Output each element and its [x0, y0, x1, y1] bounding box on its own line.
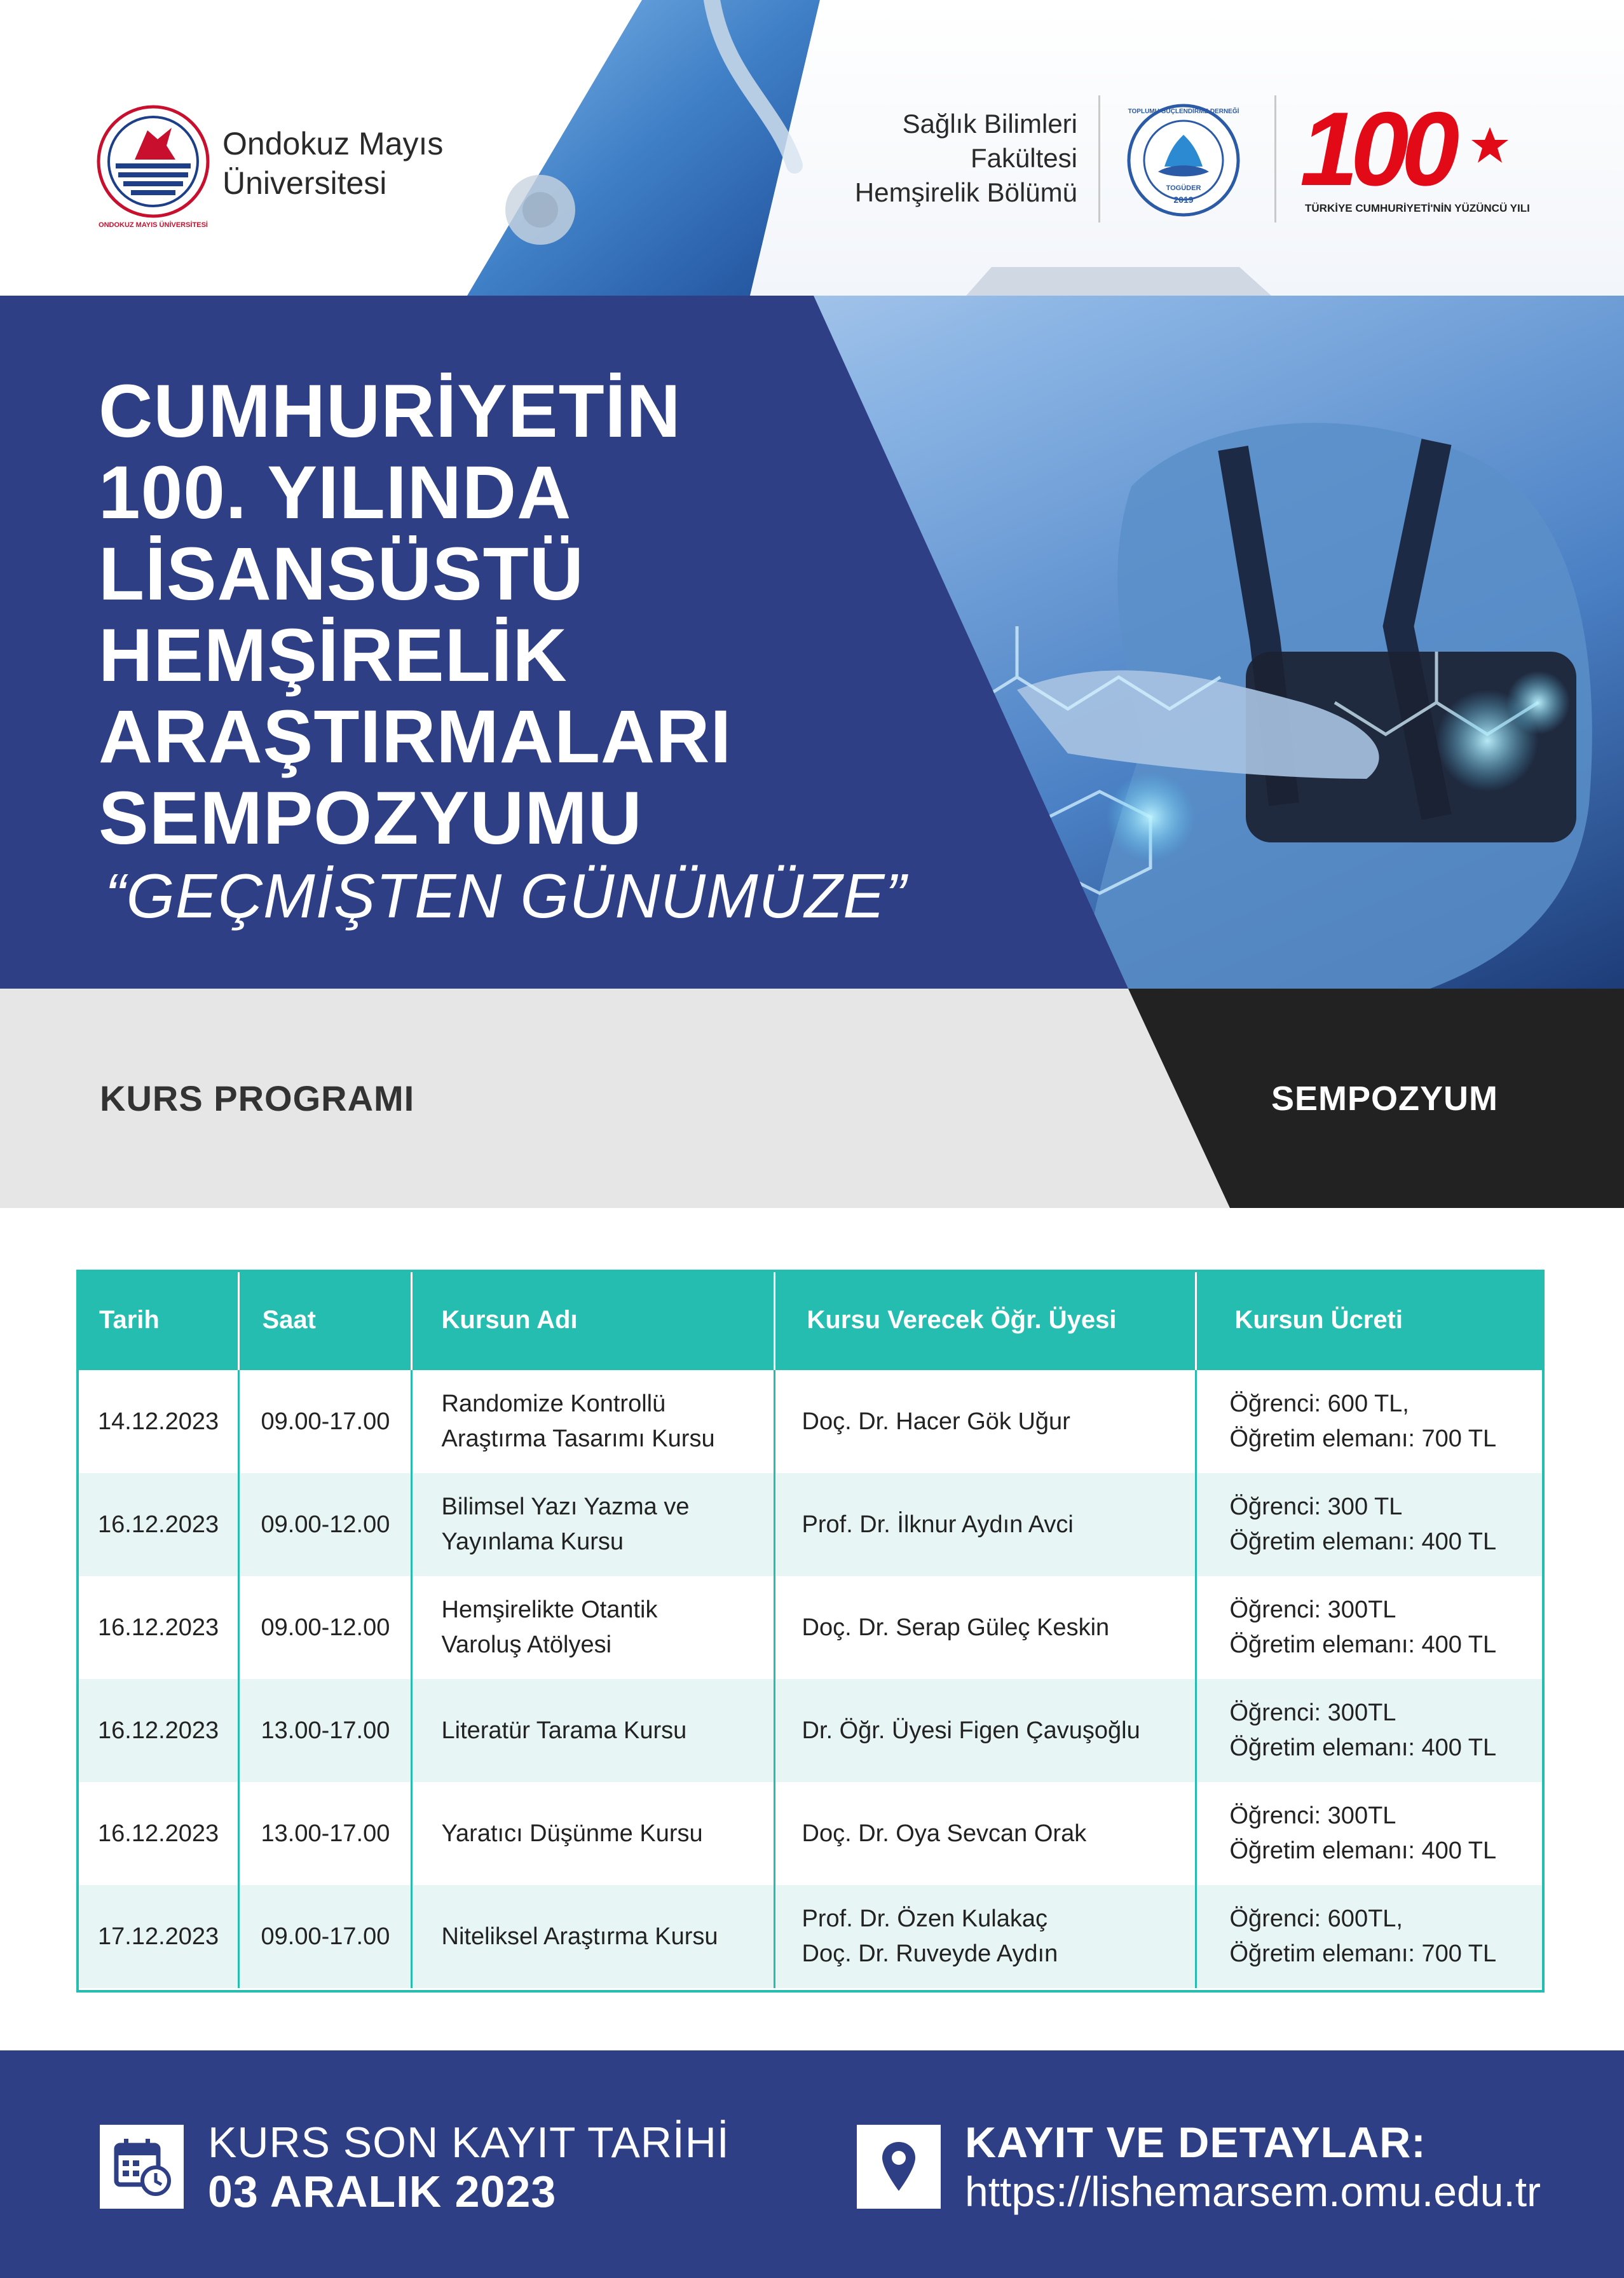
- course-line1: Literatür Tarama Kursu: [441, 1717, 687, 1744]
- symposium-label: SEMPOZYUM: [1271, 1080, 1499, 1118]
- cell-instructor: [774, 1782, 1196, 1885]
- footer: [0, 2050, 1624, 2278]
- course-line2: Araştırma Tasarımı Kursu: [441, 1425, 715, 1452]
- cell-instructor: [774, 1473, 1196, 1576]
- location-icon-box: [857, 2125, 941, 2209]
- calendar-icon: [114, 2137, 171, 2196]
- fee-line2: Öğretim elemanı: 400 TL: [1229, 1837, 1497, 1864]
- title-line-3: LİSANSÜSTÜ: [99, 532, 584, 616]
- symposium-title: [99, 371, 732, 859]
- header-date: Tarih: [76, 1270, 238, 1370]
- cell-time: 09.00-12.00: [238, 1473, 411, 1576]
- fee-line1: Öğrenci: 300 TL: [1229, 1493, 1403, 1520]
- instructor-line2: Doç. Dr. Ruveyde Aydın: [802, 1940, 1058, 1967]
- header-course-name: Kursun Adı: [411, 1270, 774, 1370]
- course-line2: Yayınlama Kursu: [441, 1528, 624, 1555]
- hero-section: [0, 296, 1624, 989]
- calendar-icon-box: [100, 2125, 184, 2209]
- registration-label: KAYIT VE DETAYLAR:: [965, 2118, 1426, 2167]
- university-name-line1: Ondokuz Mayıs: [222, 126, 444, 161]
- header-fee: Kursun Ücreti: [1196, 1270, 1545, 1370]
- faculty-line3: Hemşirelik Bölümü: [854, 177, 1077, 207]
- course-program-label: KURS PROGRAMI: [100, 1078, 415, 1118]
- cell-time: 09.00-17.00: [238, 1885, 411, 1988]
- association-seal-top-text: TOPLUMU GÜÇLENDİRME DERNEĞİ: [1128, 108, 1239, 115]
- instructor-line1: Dr. Öğr. Üyesi Figen Çavuşoğlu: [802, 1717, 1140, 1744]
- cell-fee: [1196, 1370, 1545, 1473]
- table-row: [76, 1473, 1545, 1576]
- cell-date: 17.12.2023: [76, 1885, 238, 1988]
- cell-date: 16.12.2023: [76, 1473, 238, 1576]
- fee-line2: Öğretim elemanı: 400 TL: [1229, 1734, 1497, 1761]
- course-line1: Randomize Kontrollü: [441, 1390, 666, 1417]
- header-divider: [1098, 95, 1100, 223]
- instructor-line1: Doç. Dr. Hacer Gök Uğur: [802, 1408, 1070, 1435]
- header-instructor: Kursu Verecek Öğr. Üyesi: [774, 1270, 1196, 1370]
- cell-fee: [1196, 1885, 1545, 1988]
- cell-time: 13.00-17.00: [238, 1782, 411, 1885]
- table-header-row: [76, 1270, 1545, 1370]
- table-row: [76, 1576, 1545, 1679]
- cell-instructor: [774, 1885, 1196, 1988]
- cell-time: 09.00-17.00: [238, 1370, 411, 1473]
- cell-fee: [1196, 1782, 1545, 1885]
- program-band: [0, 989, 1624, 1208]
- course-line1: Bilimsel Yazı Yazma ve: [441, 1493, 690, 1520]
- table-row: [76, 1370, 1545, 1473]
- cell-fee: [1196, 1473, 1545, 1576]
- university-name-line2: Üniversitesi: [222, 165, 387, 201]
- cell-course: [411, 1473, 774, 1576]
- title-line-1: CUMHURİYETİN: [99, 369, 681, 453]
- fee-line2: Öğretim elemanı: 400 TL: [1229, 1528, 1497, 1555]
- table-row: [76, 1885, 1545, 1988]
- symposium-subtitle: “GEÇMİŞTEN GÜNÜMÜZE”: [105, 861, 907, 931]
- fee-line2: Öğretim elemanı: 700 TL: [1229, 1940, 1497, 1967]
- cell-fee: [1196, 1576, 1545, 1679]
- cell-instructor: [774, 1576, 1196, 1679]
- cell-course: [411, 1885, 774, 1988]
- title-line-6: SEMPOZYUMU: [99, 776, 643, 860]
- header-divider-2: [1274, 95, 1276, 223]
- header: [0, 0, 1624, 296]
- cell-fee: [1196, 1679, 1545, 1782]
- association-seal-year: 2019: [1173, 195, 1194, 205]
- fee-line2: Öğretim elemanı: 700 TL: [1229, 1425, 1497, 1452]
- star-icon: [1470, 126, 1510, 165]
- instructor-line1: Prof. Dr. Özen Kulakaç: [802, 1905, 1047, 1932]
- cell-course: [411, 1370, 774, 1473]
- university-seal-icon: [97, 105, 210, 218]
- faculty-line1: Sağlık Bilimleri: [902, 109, 1077, 139]
- table-row: [76, 1782, 1545, 1885]
- cell-date: 14.12.2023: [76, 1370, 238, 1473]
- cell-date: 16.12.2023: [76, 1576, 238, 1679]
- cell-course: [411, 1679, 774, 1782]
- course-line1: Niteliksel Araştırma Kursu: [441, 1923, 718, 1950]
- location-pin-icon: [880, 2140, 918, 2193]
- faculty-name: [763, 107, 1077, 210]
- cell-course: [411, 1782, 774, 1885]
- registration-url-link[interactable]: https://lishemarsem.omu.edu.tr: [965, 2168, 1541, 2215]
- cell-date: 16.12.2023: [76, 1679, 238, 1782]
- deadline-date: 03 ARALIK 2023: [208, 2167, 557, 2216]
- centennial-number: 100: [1300, 90, 1452, 207]
- title-line-4: HEMŞİRELİK: [99, 614, 568, 697]
- faculty-line2: Fakültesi: [970, 143, 1077, 173]
- course-line2: Varoluş Atölyesi: [441, 1631, 612, 1658]
- table-row: [76, 1679, 1545, 1782]
- instructor-line1: Prof. Dr. İlknur Aydın Avci: [802, 1511, 1074, 1538]
- instructor-line1: Doç. Dr. Serap Güleç Keskin: [802, 1614, 1110, 1641]
- fee-line1: Öğrenci: 300TL: [1229, 1596, 1396, 1623]
- fee-line2: Öğretim elemanı: 400 TL: [1229, 1631, 1497, 1658]
- fee-line1: Öğrenci: 300TL: [1229, 1802, 1396, 1829]
- association-seal-abbr: TOGÜDER: [1166, 184, 1201, 192]
- header-time: Saat: [238, 1270, 411, 1370]
- cell-instructor: [774, 1679, 1196, 1782]
- instructor-line1: Doç. Dr. Oya Sevcan Orak: [802, 1820, 1087, 1847]
- cell-instructor: [774, 1370, 1196, 1473]
- fee-line1: Öğrenci: 300TL: [1229, 1699, 1396, 1726]
- deadline-label: KURS SON KAYIT TARİHİ: [208, 2118, 730, 2167]
- course-line1: Hemşirelikte Otantik: [441, 1596, 658, 1623]
- centennial-logo: [1300, 90, 1541, 223]
- cell-date: 16.12.2023: [76, 1782, 238, 1885]
- title-line-5: ARAŞTIRMALARI: [99, 695, 732, 779]
- course-line1: Yaratıcı Düşünme Kursu: [441, 1820, 703, 1847]
- university-seal-caption: ONDOKUZ MAYIS ÜNİVERSİTESİ: [99, 221, 208, 229]
- centennial-caption: TÜRKİYE CUMHURİYETİ'NİN YÜZÜNCÜ YILI: [1305, 202, 1530, 214]
- cell-time: 09.00-12.00: [238, 1576, 411, 1679]
- fee-line1: Öğrenci: 600TL,: [1229, 1905, 1403, 1932]
- cell-course: [411, 1576, 774, 1679]
- title-line-2: 100. YILINDA: [99, 451, 572, 535]
- university-name: [222, 124, 443, 203]
- course-schedule-table: [76, 1270, 1545, 1988]
- cell-time: 13.00-17.00: [238, 1679, 411, 1782]
- fee-line1: Öğrenci: 600 TL,: [1229, 1390, 1409, 1417]
